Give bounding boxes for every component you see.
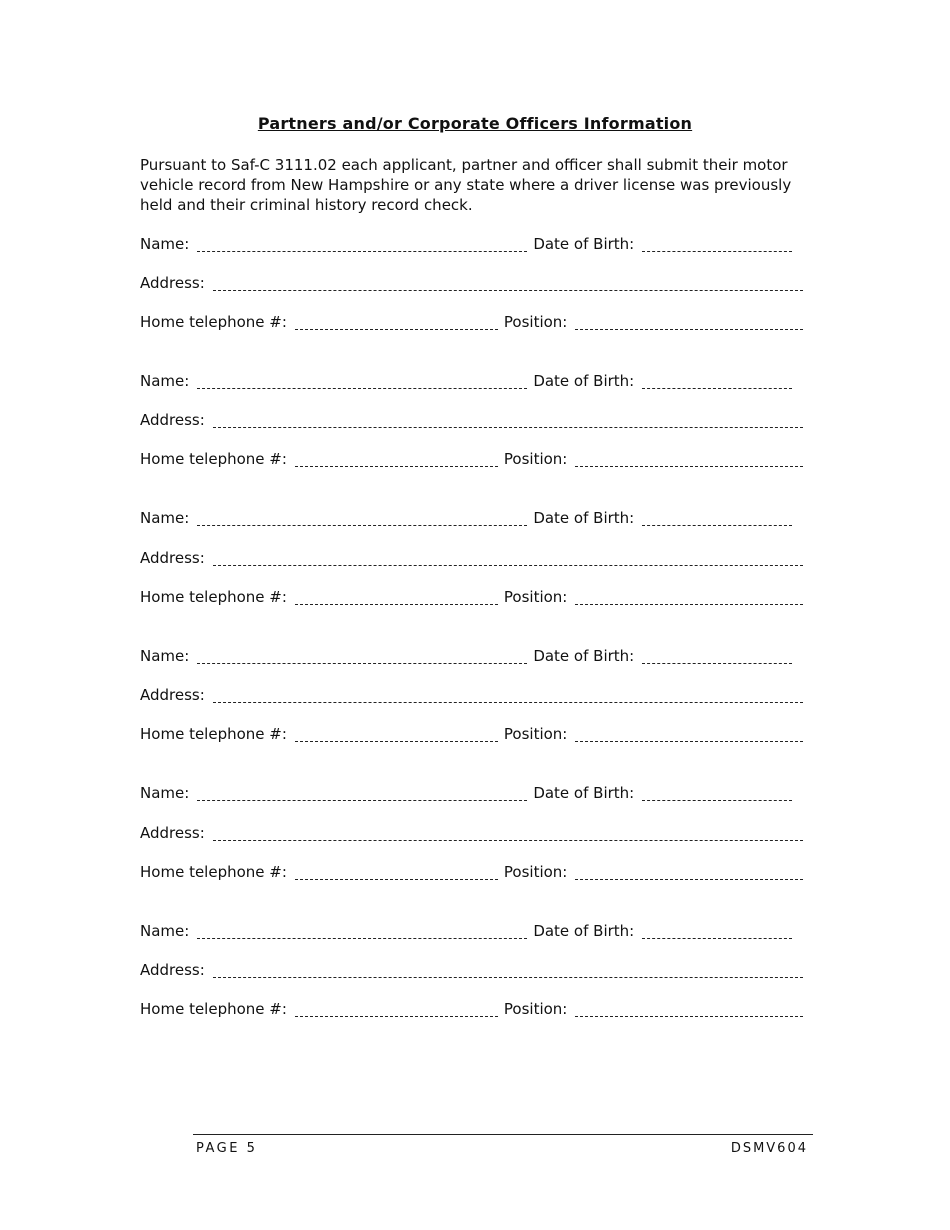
name-field[interactable] (197, 923, 527, 939)
name-field[interactable] (197, 648, 527, 664)
dob-label: Date of Birth: (533, 647, 635, 665)
address-row (140, 408, 803, 430)
name-row (140, 369, 803, 391)
name-label: Name: (140, 235, 190, 253)
phone-label: Home telephone #: (140, 725, 287, 743)
phone-field[interactable] (295, 726, 498, 742)
dob-field[interactable] (642, 648, 792, 664)
phone-position-row (140, 447, 803, 469)
phone-field[interactable] (295, 451, 498, 467)
position-label: Position: (503, 588, 568, 606)
name-row (140, 919, 803, 941)
address-row (140, 821, 803, 843)
dob-label: Date of Birth: (533, 922, 635, 940)
position-label: Position: (503, 1000, 568, 1018)
phone-position-row (140, 585, 803, 607)
position-field[interactable] (575, 864, 803, 880)
position-label: Position: (503, 450, 568, 468)
dob-field[interactable] (642, 923, 792, 939)
position-field[interactable] (575, 314, 803, 330)
name-label: Name: (140, 372, 190, 390)
phone-field[interactable] (295, 314, 498, 330)
footer-divider (193, 1134, 813, 1135)
phone-label: Home telephone #: (140, 1000, 287, 1018)
page-title: Partners and/or Corporate Officers Information (257, 114, 693, 133)
address-row (140, 546, 803, 568)
address-field[interactable] (213, 550, 803, 566)
name-label: Name: (140, 784, 190, 802)
position-field[interactable] (575, 1001, 803, 1017)
phone-position-row (140, 310, 803, 332)
dob-label: Date of Birth: (533, 372, 635, 390)
position-label: Position: (503, 863, 568, 881)
address-label: Address: (140, 824, 205, 842)
phone-label: Home telephone #: (140, 313, 287, 331)
name-label: Name: (140, 647, 190, 665)
name-field[interactable] (197, 373, 527, 389)
phone-position-row (140, 997, 803, 1019)
phone-field[interactable] (295, 1001, 498, 1017)
phone-position-row (140, 860, 803, 882)
phone-label: Home telephone #: (140, 863, 287, 881)
address-field[interactable] (213, 687, 803, 703)
phone-label: Home telephone #: (140, 588, 287, 606)
page-number: PAGE 5 (196, 1141, 258, 1156)
position-field[interactable] (575, 451, 803, 467)
position-field[interactable] (575, 726, 803, 742)
position-label: Position: (503, 313, 568, 331)
phone-position-row (140, 722, 803, 744)
name-field[interactable] (197, 510, 527, 526)
address-field[interactable] (213, 412, 803, 428)
name-row (140, 232, 803, 254)
phone-label: Home telephone #: (140, 450, 287, 468)
address-label: Address: (140, 274, 205, 292)
name-field[interactable] (197, 785, 527, 801)
intro-paragraph: Pursuant to Saf-C 3111.02 each applicant, partner and officer shall submit their motor vehicle record from New Hampshire or any state where a driver license was previously held and their criminal history record check. (140, 156, 792, 214)
name-label: Name: (140, 509, 190, 527)
dob-field[interactable] (642, 510, 792, 526)
dob-label: Date of Birth: (533, 509, 635, 527)
dob-field[interactable] (642, 785, 792, 801)
position-field[interactable] (575, 589, 803, 605)
address-label: Address: (140, 549, 205, 567)
address-label: Address: (140, 686, 205, 704)
name-field[interactable] (197, 236, 527, 252)
position-label: Position: (503, 725, 568, 743)
address-row (140, 271, 803, 293)
name-row (140, 781, 803, 803)
name-label: Name: (140, 922, 190, 940)
address-row (140, 683, 803, 705)
address-label: Address: (140, 411, 205, 429)
form-number: DSMV604 (730, 1141, 808, 1156)
name-row (140, 506, 803, 528)
name-row (140, 644, 803, 666)
address-label: Address: (140, 961, 205, 979)
address-row (140, 958, 803, 980)
address-field[interactable] (213, 825, 803, 841)
address-field[interactable] (213, 962, 803, 978)
dob-field[interactable] (642, 373, 792, 389)
dob-field[interactable] (642, 236, 792, 252)
phone-field[interactable] (295, 864, 498, 880)
address-field[interactable] (213, 275, 803, 291)
phone-field[interactable] (295, 589, 498, 605)
dob-label: Date of Birth: (533, 235, 635, 253)
dob-label: Date of Birth: (533, 784, 635, 802)
